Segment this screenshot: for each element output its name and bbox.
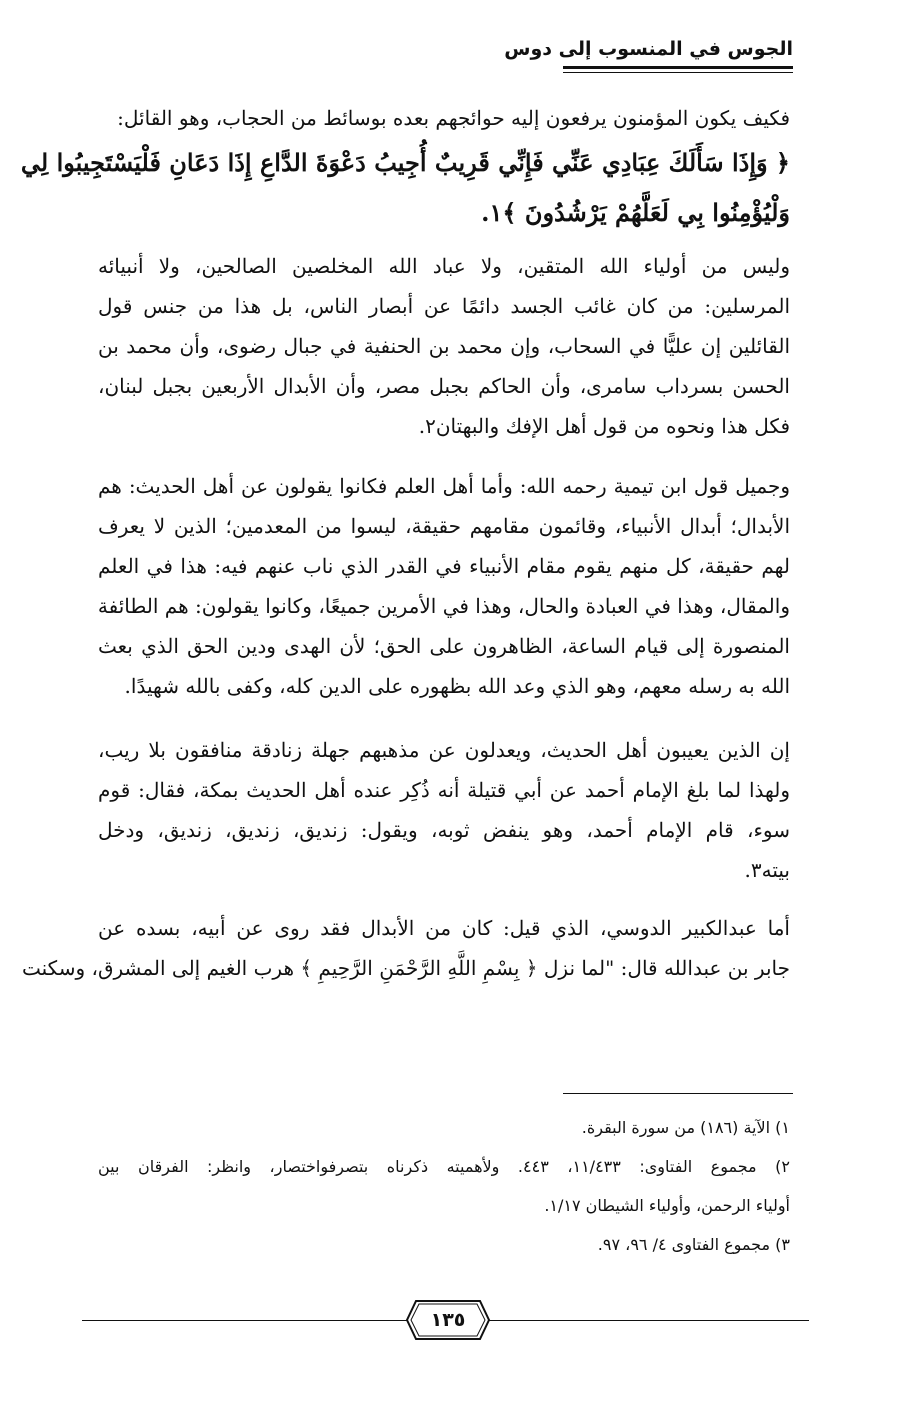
- page-number-rule-right: [484, 1320, 809, 1321]
- text-line: بيته٣.: [744, 858, 790, 882]
- text-line: المنصورة إلى قيام الساعة، الظاهرون على الحق؛ لأن الهدى ودين الحق الذي بعث: [98, 634, 790, 658]
- paragraph-ibn-taymiyyah: [98, 466, 790, 706]
- header-rule-thin: [563, 72, 793, 73]
- footnote-3: ٣) مجموع الفتاوى ٤/ ٩٦، ٩٧.: [597, 1235, 790, 1254]
- header-rule-thick: [563, 66, 793, 69]
- footnotes: [98, 1108, 790, 1264]
- paragraph-awliya: [98, 246, 790, 446]
- page-number-rule-left: [82, 1320, 412, 1321]
- text-line: المرسلين: من كان غائب الجسد دائمًا عن أبصار الناس، بل هذا من جنس قول: [98, 294, 791, 318]
- text-line: الأبدال؛ أبدال الأنبياء، وقائمون مقامهم حقيقة، ليسوا من المعدمين؛ الذين لا يعرف: [98, 514, 790, 538]
- running-header: الجوس في المنسوب إلى دوس: [504, 38, 793, 60]
- quran-line: وَلْيُؤْمِنُوا بِي لَعَلَّهُمْ يَرْشُدُونَ ﴾١.: [481, 198, 790, 227]
- text-line: سوء، قام الإمام أحمد، وهو ينفض ثوبه، ويقول: زنديق، زنديق، زنديق، ودخل: [98, 818, 790, 842]
- footnote-1: ١) الآية (١٨٦) من سورة البقرة.: [581, 1118, 790, 1137]
- text-line: والمقال، وهذا في العبادة والحال، وهذا في الأمرين جميعًا، وكانوا يقولون: هم الطائفة: [97, 594, 790, 618]
- paragraph-intro: [98, 98, 790, 138]
- footnote-2-continued: أولياء الرحمن، وأولياء الشيطان ١/١٧.: [544, 1196, 790, 1215]
- text-line: ولهذا لما بلغ الإمام أحمد عن أبي قتيلة أنه ذُكِر عنده أهل الحديث بمكة، فقال: قوم: [98, 778, 790, 802]
- text-line: القائلين إن عليًّا في السحاب، وإن محمد بن الحنفية في جبال رضوى، وأن محمد بن: [98, 334, 790, 358]
- text-line: فكل هذا ونحوه من قول أهل الإفك والبهتان٢.: [418, 414, 790, 438]
- text-line: أما عبدالكبير الدوسي، الذي قيل: كان من الأبدال فقد روى عن أبيه، بسده عن: [98, 916, 790, 940]
- text-line: الحسن بسرداب سامرى، وأن الحاكم بجبل مصر، وأن الأبدال الأربعين بجبل لبنان،: [98, 374, 790, 398]
- text-line: لهم حقيقة، كل منهم يقوم مقام الأنبياء في القدر الذي ناب عنهم فيه: هذا في العلم: [98, 554, 790, 578]
- paragraph-abdulkabir: [22, 908, 790, 988]
- text-line: إن الذين يعيبون أهل الحديث، ويعدلون عن مذهبهم جهلة زنادقة منافقون بلا ريب،: [98, 738, 790, 762]
- footnote-2: ٢) مجموع الفتاوى: ١١/٤٣٣، ٤٤٣. ولأهميته ذكرناه بتصرفواختصار، وانظر: الفرقان بين: [98, 1157, 791, 1176]
- quran-line: ﴿ وَإِذَا سَأَلَكَ عِبَادِي عَنِّي فَإِنِّي قَرِيبٌ أُجِيبُ دَعْوَةَ الدَّاعِ إِذَا دَعَانِ فَلْيَسْتَجِيبُوا لِي: [20, 148, 790, 177]
- text-line: جابر بن عبدالله قال: "لما نزل ﴿ بِسْمِ اللَّهِ الرَّحْمَنِ الرَّحِيمِ ﴾ هرب الغيم إلى المشرق، وسكنت: [22, 956, 790, 980]
- quran-verse: [20, 138, 790, 238]
- paragraph-ahl-hadith: [98, 730, 790, 890]
- footnote-separator: [563, 1093, 793, 1094]
- text-line: الله به رسله معهم، وهو الذي وعد الله بظهوره على الدين كله، وكفى بالله شهيدًا.: [124, 674, 790, 698]
- page-number: ١٣٥: [430, 1309, 466, 1331]
- text-line: فكيف يكون المؤمنون يرفعون إليه حوائجهم بعده بوسائط من الحجاب، وهو القائل:: [117, 106, 790, 130]
- text-line: وليس من أولياء الله المتقين، ولا عباد الله المخلصين الصالحين، ولا أنبيائه: [98, 254, 790, 278]
- text-line: وجميل قول ابن تيمية رحمه الله: وأما أهل العلم فكانوا يقولون عن أهل الحديث: هم: [98, 474, 790, 498]
